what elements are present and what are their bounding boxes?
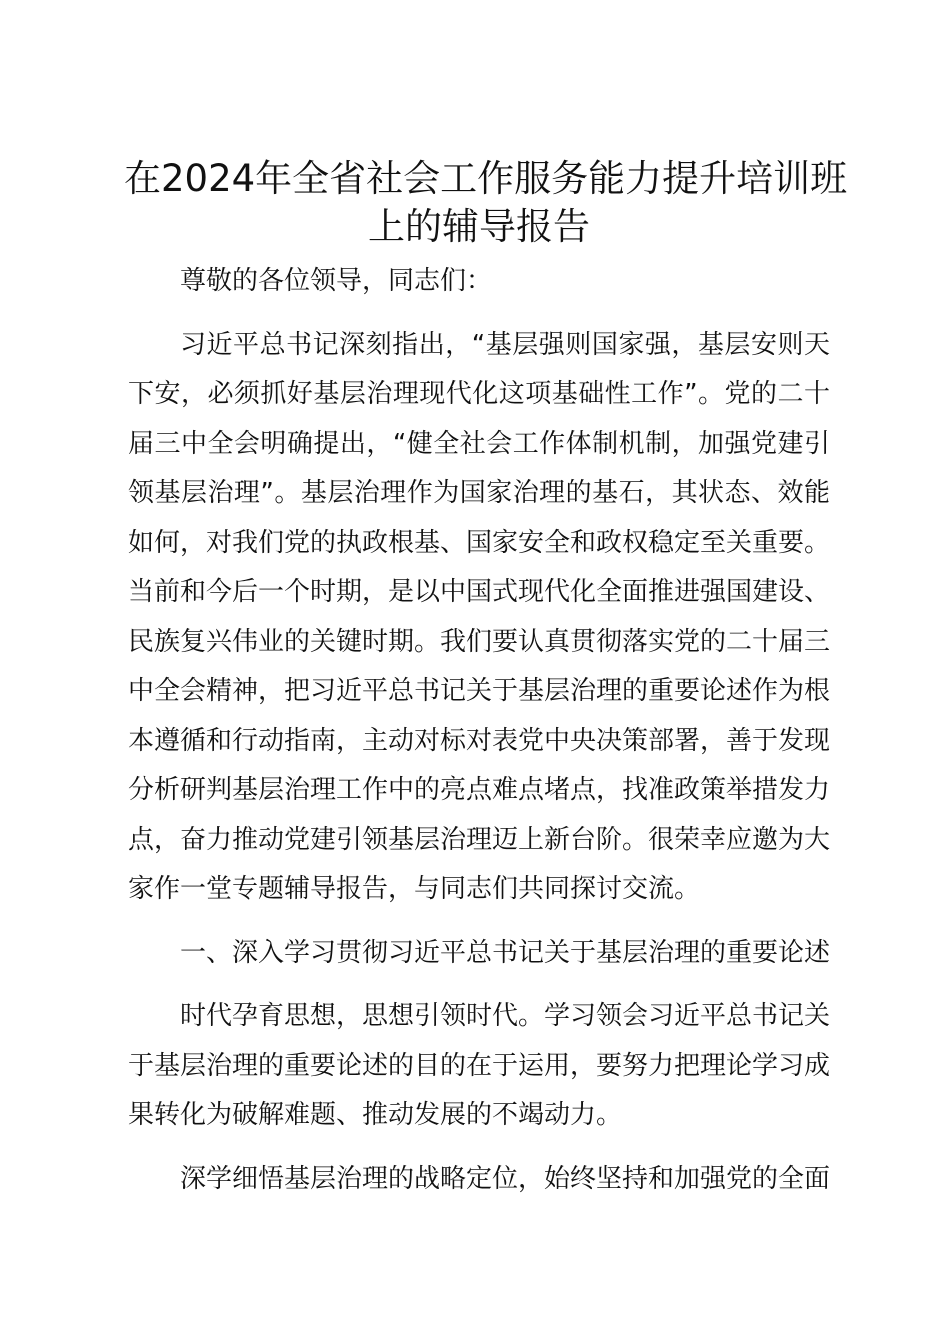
salutation: 尊敬的各位领导，同志们： [180, 266, 493, 296]
section-1-paragraph-1: 时代孕育思想，思想引领时代。学习领会习近平总书记关于基层治理的重要论述的目的在于运用，要努力把理论学习成果转化为破解难题、推动发展的不竭动力。 [128, 1001, 831, 1130]
intro-paragraph: 习近平总书记深刻指出，“基层强则国家强，基层安则天下安，必须抓好基层治理现代化这项基础性工作”。党的二十届三中全会明确提出，“健全社会工作体制机制，加强党建引领基层治理”。基层治理作为国家治理的基石，其状态、效能如何，对我们党的执政根基、国家安全和政权稳定至关重要。当前和今后一个时期，是以中国式现代化全面推进强国建设、民族复兴伟业的关键时期。我们要认真贯彻落实党的二十届三中全会精神，把习近平总书记关于基层治理的重要论述作为根本遵循和行动指南，主动对标对表党中央决策部署，善于发现分析研判基层治理工作中的亮点难点堵点，找准政策举措发力点，奋力推动党建引领基层治理迈上新台阶。很荣幸应邀为大家作一堂专题辅导报告，与同志们共同探讨交流。 [128, 329, 831, 904]
title-line-1: 在2024年全省社会工作服务能力提升培训班 [124, 157, 848, 200]
document-page [124, 155, 848, 1204]
section-1-paragraph-2: 深学细悟基层治理的战略定位，始终坚持和加强党的全面 [180, 1163, 831, 1194]
document-title [124, 155, 848, 251]
title-line-2: 上的辅导报告 [368, 205, 590, 248]
section-1-heading: 一、深入学习贯彻习近平总书记关于基层治理的重要论述 [180, 937, 831, 968]
